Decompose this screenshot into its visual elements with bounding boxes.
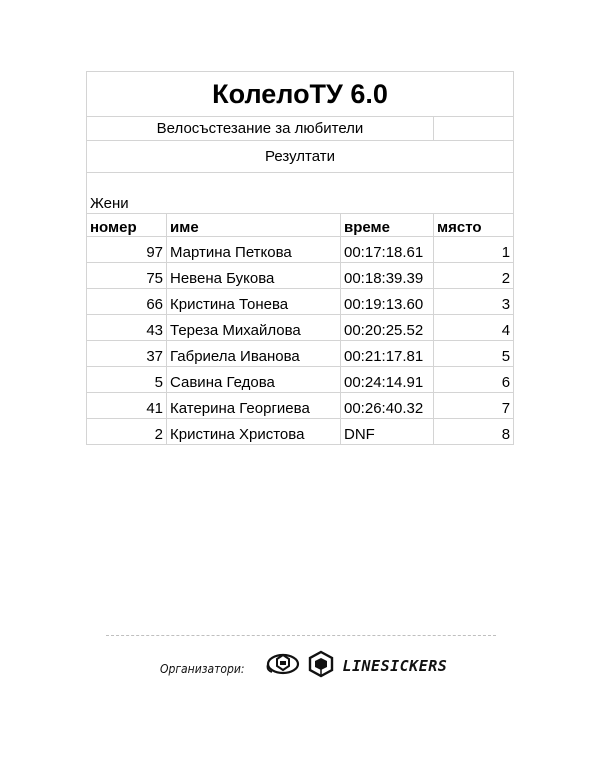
table-row bbox=[87, 315, 514, 341]
cell-name: Кристина Христова bbox=[167, 419, 341, 445]
header-row bbox=[87, 214, 514, 237]
cell-place: 1 bbox=[434, 237, 514, 263]
cell-time: 00:17:18.61 bbox=[341, 237, 434, 263]
cell-time: 00:21:17.81 bbox=[341, 341, 434, 367]
cell-time: DNF bbox=[341, 419, 434, 445]
cell-time: 00:20:25.52 bbox=[341, 315, 434, 341]
column-header-number: номер bbox=[87, 214, 167, 237]
cell-time: 00:24:14.91 bbox=[341, 367, 434, 393]
cell-place: 7 bbox=[434, 393, 514, 419]
column-header-place: място bbox=[434, 214, 514, 237]
table-row bbox=[87, 341, 514, 367]
title-row bbox=[87, 72, 514, 117]
cell-number: 75 bbox=[87, 263, 167, 289]
organizers-label: Организатори: bbox=[160, 662, 245, 676]
empty-cell bbox=[434, 117, 514, 141]
organizers-footer bbox=[160, 652, 447, 680]
cell-number: 43 bbox=[87, 315, 167, 341]
cell-name: Мартина Петкова bbox=[167, 237, 341, 263]
cell-name: Невена Букова bbox=[167, 263, 341, 289]
category-row bbox=[87, 173, 514, 214]
cell-time: 00:18:39.39 bbox=[341, 263, 434, 289]
table-row bbox=[87, 237, 514, 263]
cell-number: 5 bbox=[87, 367, 167, 393]
section-row bbox=[87, 141, 514, 173]
cell-name: Кристина Тонева bbox=[167, 289, 341, 315]
cell-place: 6 bbox=[434, 367, 514, 393]
cell-time: 00:19:13.60 bbox=[341, 289, 434, 315]
organizer-emblem-icon bbox=[266, 650, 300, 683]
event-subtitle: Велосъстезание за любители bbox=[87, 117, 434, 141]
results-table bbox=[86, 71, 514, 445]
cell-name: Савина Гедова bbox=[167, 367, 341, 393]
table-row bbox=[87, 393, 514, 419]
linesickers-cube-icon bbox=[308, 650, 334, 683]
cell-name: Катерина Георгиева bbox=[167, 393, 341, 419]
section-heading: Резултати bbox=[87, 141, 514, 173]
cell-name: Тереза Михайлова bbox=[167, 315, 341, 341]
category-label: Жени bbox=[87, 173, 514, 214]
cell-number: 2 bbox=[87, 419, 167, 445]
cell-number: 66 bbox=[87, 289, 167, 315]
table-row bbox=[87, 263, 514, 289]
cell-place: 5 bbox=[434, 341, 514, 367]
subtitle-row bbox=[87, 117, 514, 141]
cell-number: 97 bbox=[87, 237, 167, 263]
column-header-name: име bbox=[167, 214, 341, 237]
cell-place: 2 bbox=[434, 263, 514, 289]
table-row bbox=[87, 367, 514, 393]
page-title: КолелоТУ 6.0 bbox=[87, 72, 514, 117]
table-row bbox=[87, 289, 514, 315]
column-header-time: време bbox=[341, 214, 434, 237]
linesickers-logo-text: LINESICKERS bbox=[342, 657, 448, 675]
footer-divider bbox=[106, 635, 496, 636]
cell-place: 4 bbox=[434, 315, 514, 341]
cell-place: 8 bbox=[434, 419, 514, 445]
cell-place: 3 bbox=[434, 289, 514, 315]
cell-number: 41 bbox=[87, 393, 167, 419]
cell-time: 00:26:40.32 bbox=[341, 393, 434, 419]
cell-number: 37 bbox=[87, 341, 167, 367]
table-row bbox=[87, 419, 514, 445]
cell-name: Габриела Иванова bbox=[167, 341, 341, 367]
